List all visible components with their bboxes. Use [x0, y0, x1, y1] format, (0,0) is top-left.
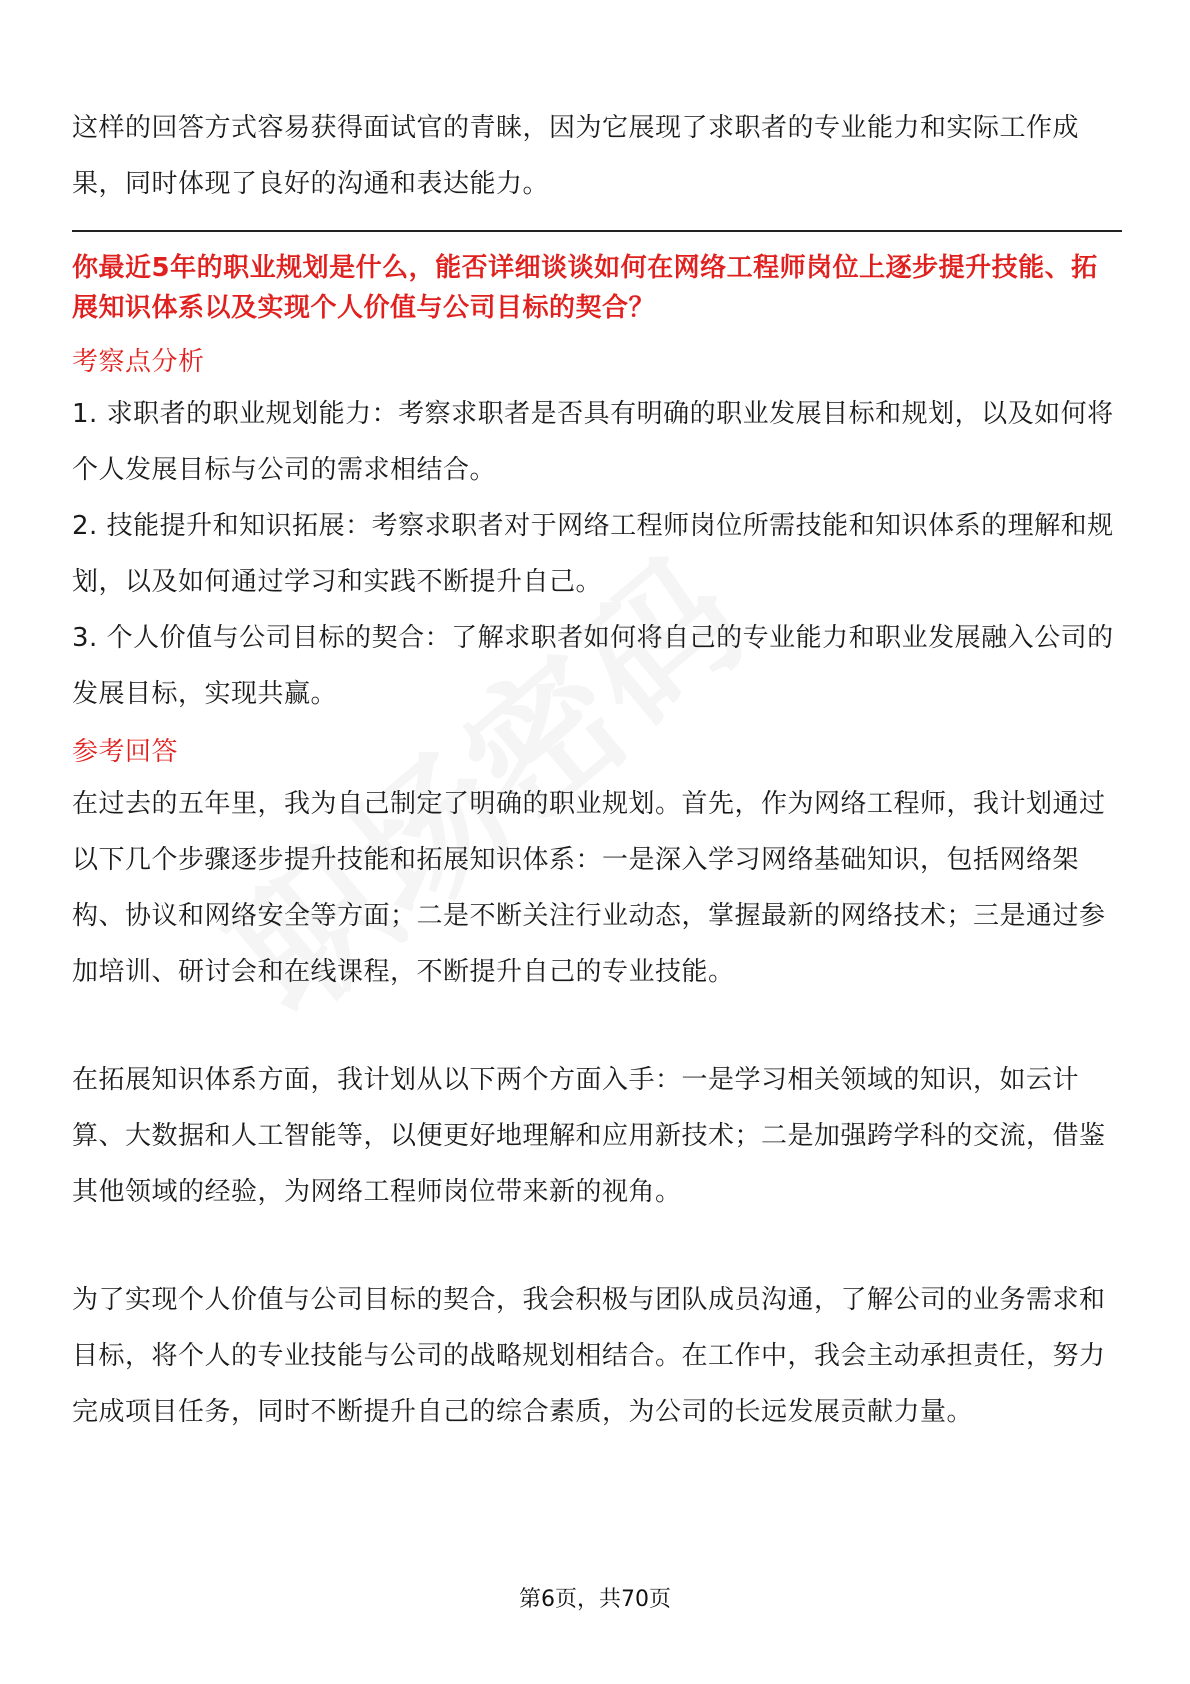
answer-section	[72, 728, 1122, 1440]
answer-paragraph: 为了实现个人价值与公司目标的契合，我会积极与团队成员沟通，了解公司的业务需求和目标，将个人的专业技能与公司的战略规划相结合。在工作中，我会主动承担责任，努力完成项目任务，同时不断提升自己的综合素质，为公司的长远发展贡献力量。	[72, 1285, 1106, 1427]
question-heading: 你最近5年的职业规划是什么，能否详细谈谈如何在网络工程师岗位上逐步提升技能、拓展知识体系以及实现个人价值与公司目标的契合？	[72, 253, 1098, 323]
intro-paragraph: 这样的回答方式容易获得面试官的青睐，因为它展现了求职者的专业能力和实际工作成果，同时体现了良好的沟通和表达能力。	[72, 113, 1080, 199]
analysis-section	[72, 338, 1122, 722]
page-content	[72, 100, 1122, 1440]
page-number: 第6页，共70页	[519, 1587, 671, 1612]
analysis-list	[72, 386, 1122, 722]
answer-paragraph: 在过去的五年里，我为自己制定了明确的职业规划。首先，作为网络工程师，我计划通过以下几个步骤逐步提升技能和拓展知识体系：一是深入学习网络基础知识，包括网络架构、协议和网络安全等方面；二是不断关注行业动态，掌握最新的网络技术；三是通过参加培训、研讨会和在线课程，不断提升自己的专业技能。	[72, 789, 1106, 987]
answer-paragraph: 在拓展知识体系方面，我计划从以下两个方面入手：一是学习相关领域的知识，如云计算、大数据和人工智能等，以便更好地理解和应用新技术；二是加强跨学科的交流，借鉴其他领域的经验，为网络工程师岗位带来新的视角。	[72, 1065, 1106, 1207]
section-divider	[72, 230, 1122, 232]
analysis-item: 2. 技能提升和知识拓展：考察求职者对于网络工程师岗位所需技能和知识体系的理解和规划，以及如何通过学习和实践不断提升自己。	[72, 511, 1114, 597]
analysis-title: 考察点分析	[72, 347, 205, 377]
answer-title: 参考回答	[72, 737, 179, 767]
analysis-item: 3. 个人价值与公司目标的契合：了解求职者如何将自己的专业能力和职业发展融入公司的发展目标，实现共赢。	[72, 623, 1114, 709]
analysis-item: 1. 求职者的职业规划能力：考察求职者是否具有明确的职业发展目标和规划，以及如何将个人发展目标与公司的需求相结合。	[72, 399, 1114, 485]
